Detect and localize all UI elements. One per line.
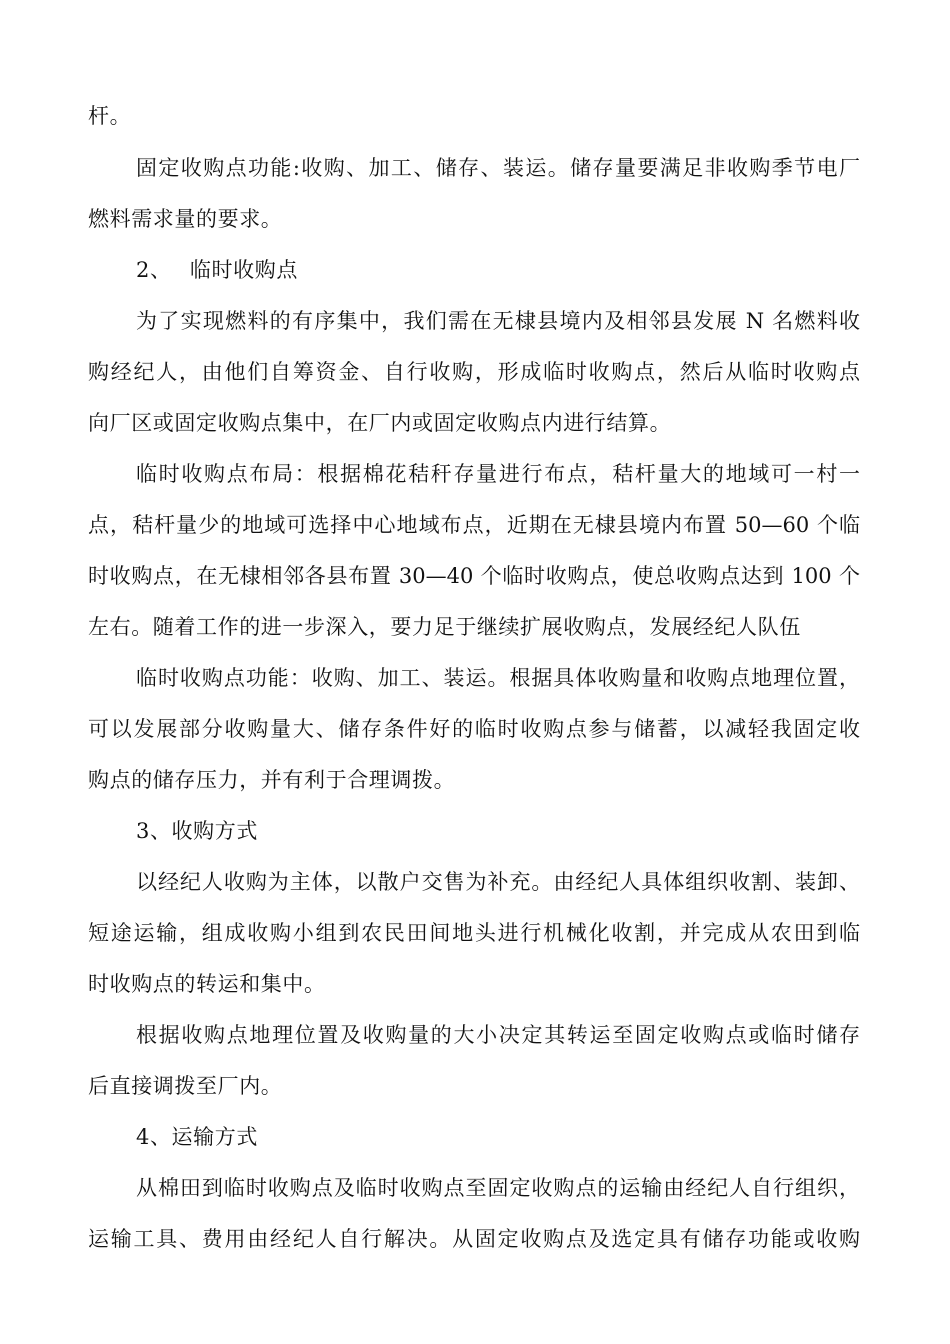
text-line-8: 临时收购点布局：根据棉花秸秆存量进行布点，秸杆量大的地域可一村一 <box>136 462 860 486</box>
text-line-9: 点，秸杆量少的地域可选择中心地域布点，近期在无棣县境内布置 50—60 个临 <box>88 513 860 537</box>
text-line-1: 杆。 <box>88 104 132 128</box>
text-line-20: 后直接调拨至厂内。 <box>88 1074 283 1098</box>
text-line-6: 购经纪人，由他们自筹资金、自行收购，形成临时收购点，然后从临时收购点 <box>88 360 860 384</box>
text-line-10: 时收购点，在无棣相邻各县布置 30—40 个临时收购点，使总收购点达到 100 个 <box>88 564 860 588</box>
section-heading-temporary-points: 2、 临时收购点 <box>136 258 298 282</box>
section-heading-purchase-method: 3、收购方式 <box>136 819 258 843</box>
text-line-19: 根据收购点地理位置及收购量的大小决定其转运至固定收购点或临时储存 <box>136 1023 860 1047</box>
text-line-7: 向厂区或固定收购点集中，在厂内或固定收购点内进行结算。 <box>88 411 672 435</box>
text-line-3: 燃料需求量的要求。 <box>88 207 283 231</box>
text-line-11: 左右。随着工作的进一步深入，要力足于继续扩展收购点，发展经纪人队伍 <box>88 615 801 639</box>
text-line-16: 以经纪人收购为主体，以散户交售为补充。由经纪人具体组织收割、装卸、 <box>136 870 860 894</box>
text-line-22: 从棉田到临时收购点及临时收购点至固定收购点的运输由经纪人自行组织， <box>136 1176 860 1200</box>
text-line-17: 短途运输，组成收购小组到农民田间地头进行机械化收割，并完成从农田到临 <box>88 921 860 945</box>
text-line-2: 固定收购点功能:收购、加工、储存、装运。储存量要满足非收购季节电厂 <box>136 156 860 180</box>
text-line-23: 运输工具、费用由经纪人自行解决。从固定收购点及选定具有储存功能或收购 <box>88 1227 860 1251</box>
text-line-5: 为了实现燃料的有序集中，我们需在无棣县境内及相邻县发展 N 名燃料收 <box>136 309 860 333</box>
text-line-14: 购点的储存压力，并有利于合理调拨。 <box>88 768 456 792</box>
text-line-13: 可以发展部分收购量大、储存条件好的临时收购点参与储蓄，以减轻我固定收 <box>88 717 860 741</box>
text-line-12: 临时收购点功能：收购、加工、装运。根据具体收购量和收购点地理位置， <box>136 666 860 690</box>
section-heading-transport-method: 4、运输方式 <box>136 1125 258 1149</box>
text-line-18: 时收购点的转运和集中。 <box>88 972 326 996</box>
